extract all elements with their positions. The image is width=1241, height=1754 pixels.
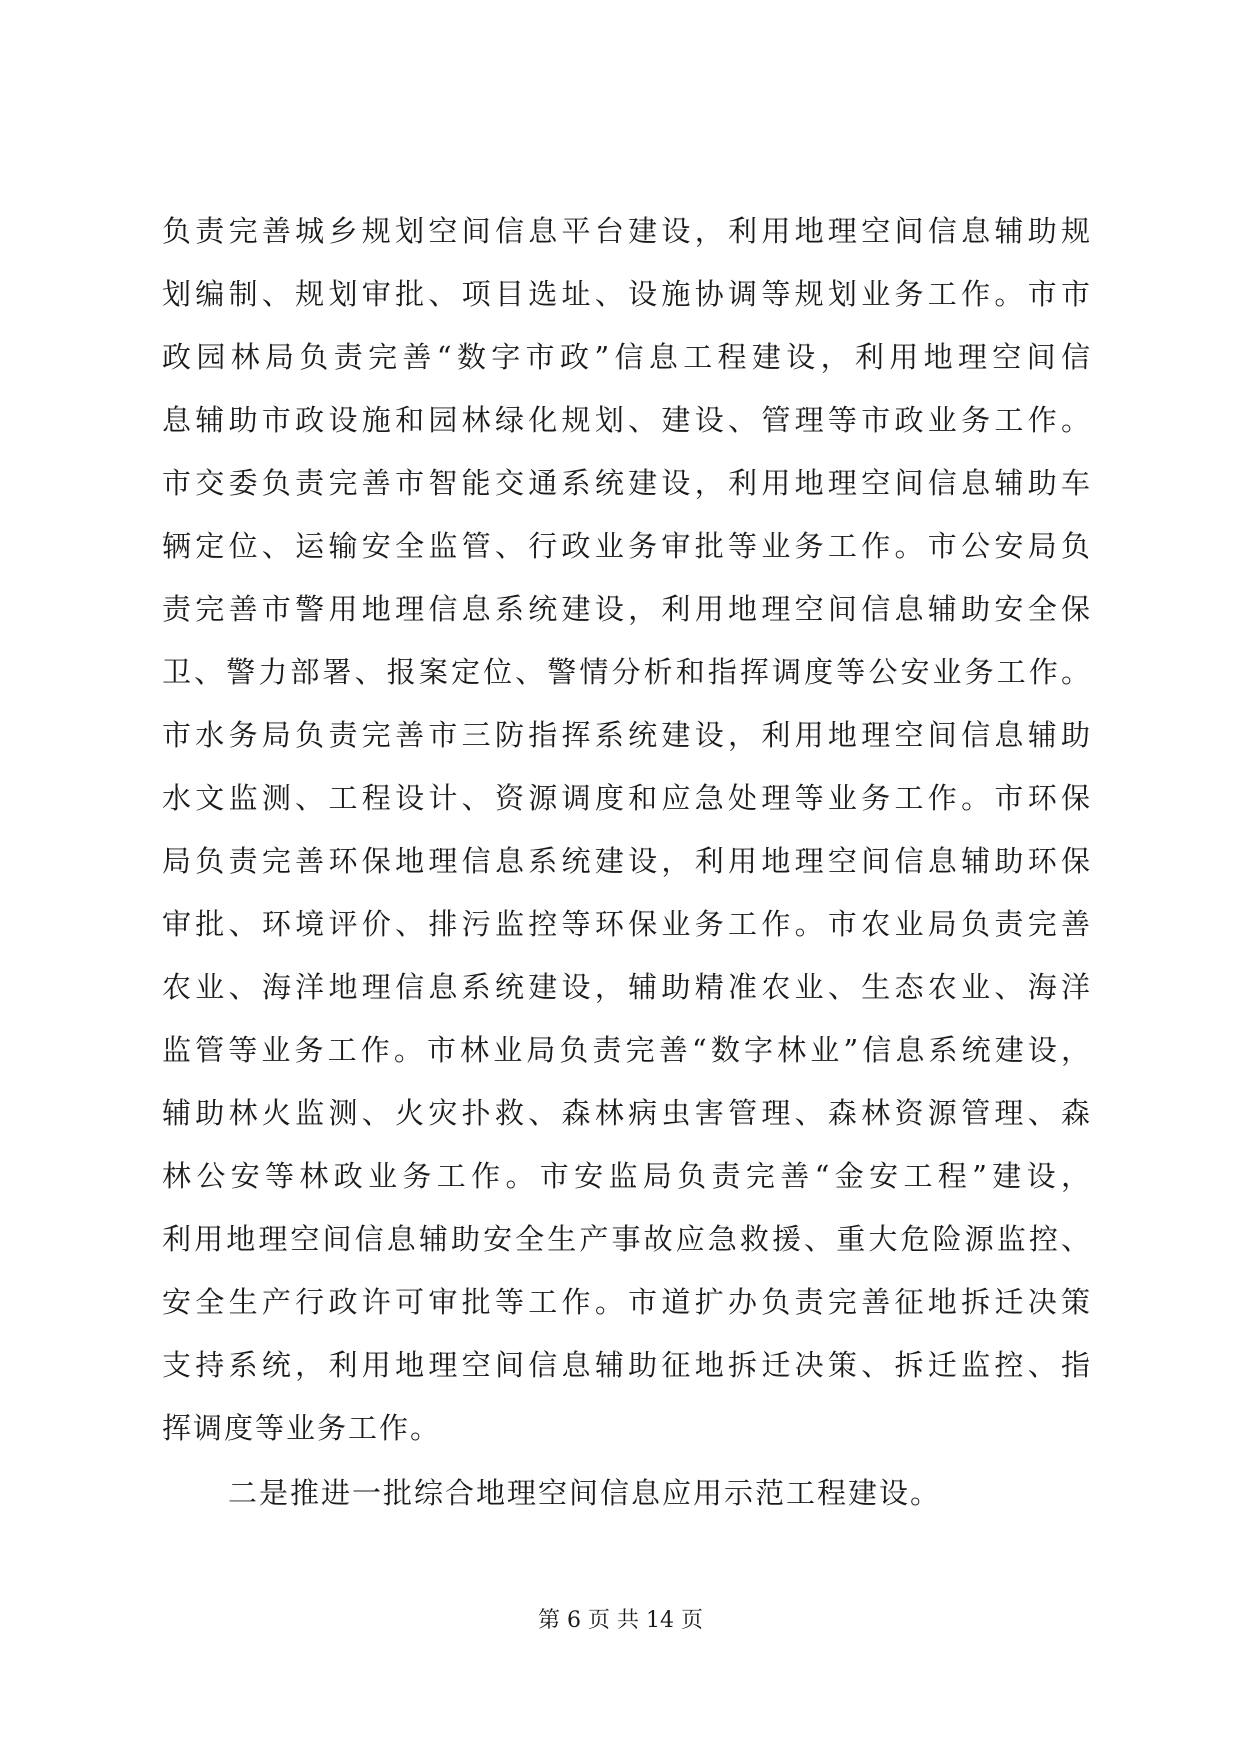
- text-line: 辅助林火监测、火灾扑救、森林病虫害管理、森林资源管理、森: [162, 1096, 1092, 1130]
- text-line: 卫、警力部署、报案定位、警情分析和指挥调度等公安业务工作。: [162, 655, 1092, 689]
- text-line: 挥调度等业务工作。: [162, 1411, 442, 1445]
- text-line: 农业、海洋地理信息系统建设，辅助精准农业、生态农业、海洋: [162, 970, 1092, 1004]
- paragraph-2: 二是推进一批综合地理空间信息应用示范工程建设。: [228, 1476, 942, 1510]
- text-line: 局负责完善环保地理信息系统建设，利用地理空间信息辅助环保: [162, 844, 1092, 878]
- text-line: 息辅助市政设施和园林绿化规划、建设、管理等市政业务工作。: [162, 403, 1092, 437]
- text-line: 审批、环境评价、排污监控等环保业务工作。市农业局负责完善: [162, 907, 1092, 941]
- text-line: 市交委负责完善市智能交通系统建设，利用地理空间信息辅助车: [162, 466, 1092, 500]
- text-line: 水文监测、工程设计、资源调度和应急处理等业务工作。市环保: [162, 781, 1092, 815]
- text-line: 林公安等林政业务工作。市安监局负责完善“金安工程”建设，: [162, 1159, 1092, 1193]
- text-line: 安全生产行政许可审批等工作。市道扩办负责完善征地拆迁决策: [162, 1285, 1092, 1319]
- text-line: 利用地理空间信息辅助安全生产事故应急救援、重大危险源监控、: [162, 1222, 1092, 1256]
- text-line: 划编制、规划审批、项目选址、设施协调等规划业务工作。市市: [162, 277, 1092, 311]
- page-number-footer: 第 6 页 共 14 页: [538, 1608, 703, 1633]
- text-line: 政园林局负责完善“数字市政”信息工程建设，利用地理空间信: [162, 340, 1092, 374]
- text-line: 辆定位、运输安全监管、行政业务审批等业务工作。市公安局负: [162, 529, 1092, 563]
- text-line: 监管等业务工作。市林业局负责完善“数字林业”信息系统建设，: [162, 1033, 1092, 1067]
- text-line: 支持系统，利用地理空间信息辅助征地拆迁决策、拆迁监控、指: [162, 1348, 1092, 1382]
- text-line: 市水务局负责完善市三防指挥系统建设，利用地理空间信息辅助: [162, 718, 1092, 752]
- text-line: 责完善市警用地理信息系统建设，利用地理空间信息辅助安全保: [162, 592, 1092, 626]
- paragraph-1: [162, 200, 1092, 1460]
- text-line: 负责完善城乡规划空间信息平台建设，利用地理空间信息辅助规: [162, 214, 1092, 248]
